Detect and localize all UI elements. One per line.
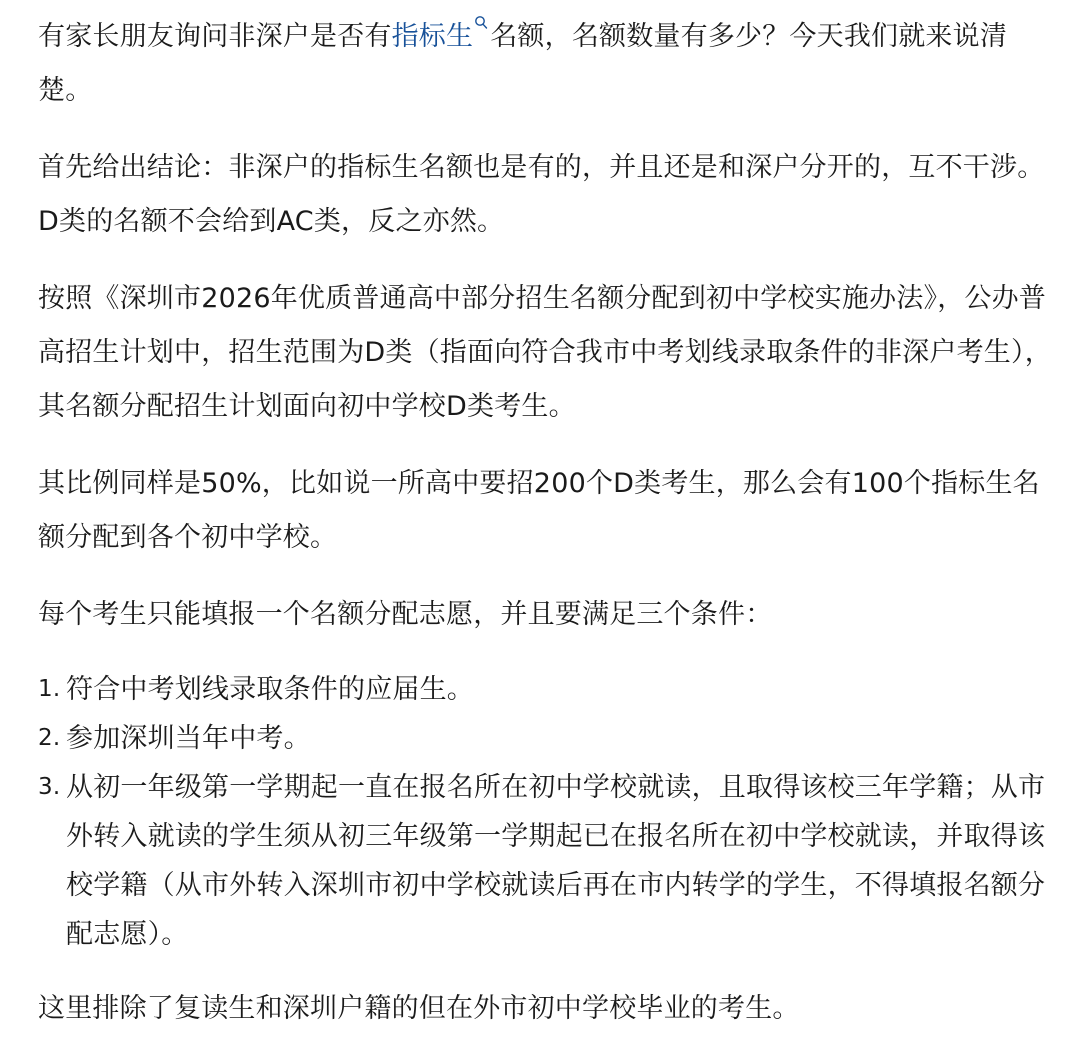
list-item-number: 1. <box>38 676 61 702</box>
list-item <box>38 763 1056 959</box>
list-item-number: 2. <box>38 725 61 751</box>
intro-text-before: 有家长朋友询问非深户是否有 <box>38 21 392 52</box>
search-icon[interactable] <box>474 15 488 31</box>
ratio-paragraph: 其比例同样是50%，比如说一所高中要招200个D类考生，那么会有100个指标生名额分配到各个初中学校。 <box>38 468 1040 553</box>
list-item-number: 3. <box>38 774 61 800</box>
intro-paragraph <box>38 10 1056 118</box>
list-item <box>38 714 1056 763</box>
list-item-text: 参加深圳当年中考。 <box>66 723 311 754</box>
article-body <box>38 10 1056 1036</box>
list-item <box>38 665 1056 714</box>
list-item-text: 符合中考划线录取条件的应届生。 <box>66 674 474 705</box>
list-item-text: 从初一年级第一学期起一直在报名所在初中学校就读，且取得该校三年学籍；从市外转入就读的学生须从初三年级第一学期起已在报名所在初中学校就读，并取得该校学籍（从市外转入深圳市初中学校就读后再在市内转学的学生，不得填报名额分配志愿）。 <box>66 772 1046 950</box>
conditions-list <box>38 665 1056 959</box>
policy-paragraph: 按照《深圳市2026年优质普通高中部分招生名额分配到初中学校实施办法》，公办普高招生计划中，招生范围为D类（指面向符合我市中考划线录取条件的非深户考生），其名额分配招生计划面向初中学校D类考生。 <box>38 283 1052 422</box>
exclusion-paragraph: 这里排除了复读生和深圳户籍的但在外市初中学校毕业的考生。 <box>38 993 800 1024</box>
requirements-intro-paragraph: 每个考生只能填报一个名额分配志愿，并且要满足三个条件： <box>38 599 773 630</box>
conclusion-paragraph: 首先给出结论：非深户的指标生名额也是有的，并且还是和深户分开的，互不干涉。D类的名额不会给到AC类，反之亦然。 <box>38 152 1045 237</box>
intro-text-after: 名额，名额数量有多少？今天我们就来说清楚。 <box>38 21 1008 106</box>
keyword-link-zhibiaosheng[interactable]: 指标生 <box>391 21 474 52</box>
